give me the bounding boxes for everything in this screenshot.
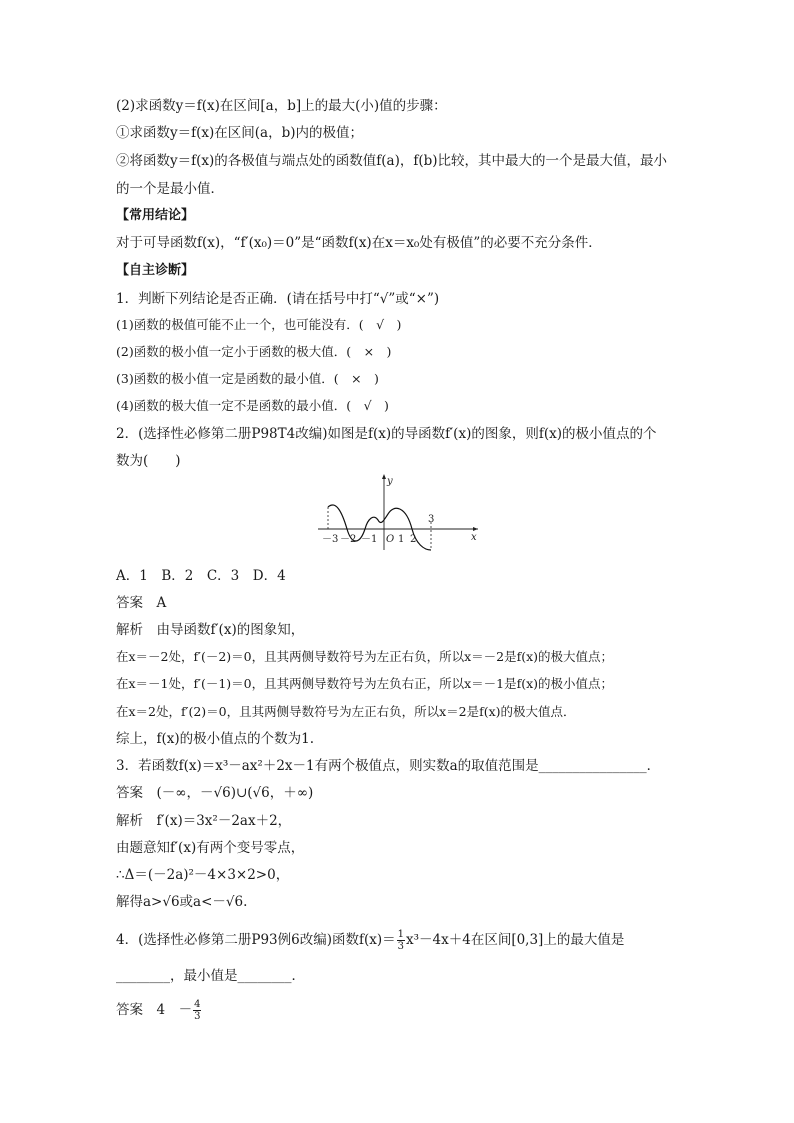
q4-prompt-part2: x³－4x＋4在区间[0,3]上的最大值是 — [406, 932, 625, 948]
q2-analysis-2: 在x＝－2处，f′(－2)＝0，且其两侧导数符号为左正右负，所以x＝－2是f(x)的极大值点； — [116, 649, 614, 664]
q3-analysis-2: 由题意知f′(x)有两个变号零点， — [116, 840, 305, 856]
step-2-cont: 的一个是最小值． — [116, 181, 224, 197]
q2-prompt-cont: 数为( ) — [116, 453, 181, 469]
tick-label-neg3: －3 — [322, 534, 339, 545]
x-axis-arrow — [473, 527, 478, 531]
q2-analysis-5: 综上，f(x)的极小值点的个数为1. — [116, 731, 315, 747]
q3-answer: 答案 (－∞，－√6)∪(√6，＋∞) — [116, 785, 314, 801]
tick-label-neg2: －2 — [340, 534, 357, 545]
q2-answer: 答案 A — [116, 595, 167, 611]
q4-prompt-part1: 4．(选择性必修第二册P93例6改编)函数f(x)＝ — [116, 932, 396, 948]
q2-analysis-1: 解析 由导函数f′(x)的图象知， — [116, 622, 305, 638]
q2-options: A．1 B．2 C．3 D．4 — [116, 568, 286, 584]
section-common-conclusion: 【常用结论】 — [116, 208, 195, 223]
conclusion-text: 对于可导函数f(x)，“f′(x₀)＝0”是“函数f(x)在x＝x₀处有极值”的必要不充分条件． — [116, 235, 602, 251]
origin-label: O — [386, 534, 395, 545]
q4-prompt — [116, 929, 686, 952]
q2-analysis-4: 在x＝2处，f′(2)＝0，且其两侧导数符号为左正右负，所以x＝2是f(x)的极大值点． — [116, 704, 576, 719]
x-axis-label: x — [471, 532, 477, 543]
step-2: ②将函数y＝f(x)的各极值与端点处的函数值f(a)，f(b)比较，其中最大的一个是最大值，最小 — [116, 153, 668, 169]
q3-analysis-1: 解析 f′(x)＝3x²－2ax＋2， — [116, 813, 292, 829]
q1-item-3: (3)函数的极小值一定是函数的最小值．( × ) — [116, 371, 379, 386]
q2-prompt: 2．(选择性必修第二册P98T4改编)如图是f(x)的导函数f′(x)的图象，则f(x)的极小值点的个 — [116, 426, 657, 442]
q1-item-2: (2)函数的极小值一定小于函数的极大值．( × ) — [116, 344, 392, 359]
q1-prompt: 1．判断下列结论是否正确．(请在括号中打“√”或“×”) — [116, 291, 440, 307]
derivative-graph-figure — [314, 470, 484, 552]
fraction-four-thirds-den: 3 — [194, 1011, 201, 1022]
tick-label-1: 1 — [398, 534, 405, 545]
fraction-one-third — [397, 929, 405, 952]
q4-answer-text: 答案 4 － — [116, 1002, 193, 1018]
q1-item-4: (4)函数的极大值一定不是函数的最小值．( √ ) — [116, 398, 389, 413]
fraction-one-third-den: 3 — [397, 941, 404, 952]
fraction-four-thirds-num: 4 — [194, 999, 201, 1010]
q4-answer — [116, 999, 686, 1022]
q3-analysis-4: 解得a>√6或a<－√6. — [116, 894, 248, 910]
y-axis-arrow — [382, 474, 386, 479]
tick-label-neg1: －1 — [361, 534, 378, 545]
q1-item-1: (1)函数的极值可能不止一个，也可能没有．( √ ) — [116, 317, 402, 332]
step-heading: (2)求函数y＝f(x)在区间[a，b]上的最大(小)值的步骤： — [116, 98, 447, 114]
q3-prompt: 3．若函数f(x)＝x³－ax²＋2x－1有两个极值点，则实数a的取值范围是________________． — [116, 758, 661, 774]
q4-blanks: ________，最小值是________． — [116, 968, 305, 984]
tick-label-2: 2 — [410, 534, 417, 545]
q2-analysis-3: 在x＝－1处，f′(－1)＝0，且其两侧导数符号为左负右正，所以x＝－1是f(x)的极小值点； — [116, 676, 614, 691]
section-self-diagnosis: 【自主诊断】 — [116, 263, 195, 278]
tick-label-3-top: 3 — [428, 514, 435, 525]
fraction-one-third-num: 1 — [397, 929, 404, 940]
step-1: ①求函数y＝f(x)在区间(a，b)内的极值； — [116, 125, 363, 141]
fraction-four-thirds — [193, 999, 201, 1022]
q3-analysis-3: ∴Δ＝(－2a)²－4×3×2>0， — [116, 867, 290, 883]
y-axis-label: y — [387, 476, 393, 487]
